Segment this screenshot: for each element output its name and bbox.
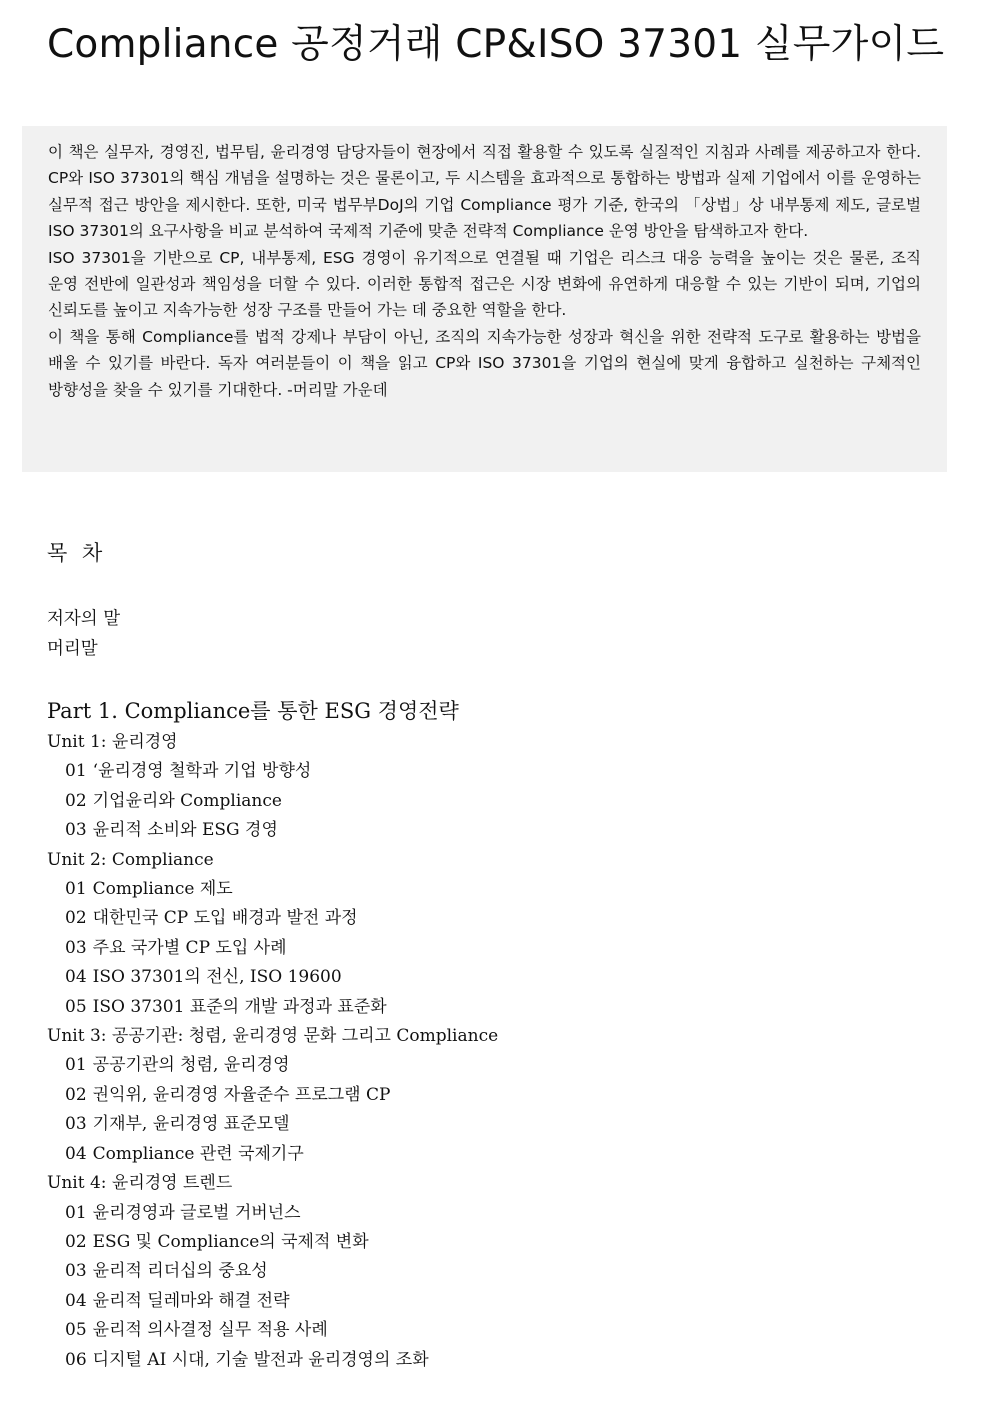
unit-title: Unit 2: Compliance xyxy=(47,849,214,870)
unit-title: Unit 1: 윤리경영 xyxy=(47,732,178,752)
front-matter-author-note: 저자의 말 xyxy=(47,609,121,629)
toc-item xyxy=(47,963,498,992)
toc-item xyxy=(47,904,498,933)
unit-2 xyxy=(47,846,498,1022)
toc-item-label: 기업윤리와 Compliance xyxy=(92,790,282,811)
unit-1 xyxy=(47,728,498,846)
toc-item-label: 윤리적 소비와 ESG 경영 xyxy=(92,820,278,841)
unit-title: Unit 3: 공공기관: 청렴, 윤리경영 문화 그리고 Compliance xyxy=(47,1026,499,1047)
toc-item-label: ‘윤리경영 철학과 기업 방향성 xyxy=(92,761,312,782)
toc-item-number: 01 xyxy=(65,761,87,782)
toc-item-label: ISO 37301 표준의 개발 과정과 표준화 xyxy=(92,996,387,1017)
front-matter-preface: 머리말 xyxy=(47,639,98,659)
toc-item-label: 권익위, 윤리경영 자율준수 프로그램 CP xyxy=(92,1084,391,1105)
toc-item-label: Compliance 관련 국제기구 xyxy=(92,1143,304,1164)
toc-item-label: 윤리적 리더십의 중요성 xyxy=(92,1261,268,1282)
toc-item-number: 02 xyxy=(65,1231,87,1252)
toc-item xyxy=(47,1257,498,1286)
toc-item xyxy=(47,1346,498,1375)
unit-title: Unit 4: 윤리경영 트렌드 xyxy=(47,1173,233,1194)
part-title: Part 1. Compliance를 통한 ESG 경영전략 xyxy=(47,699,459,723)
toc-item-number: 03 xyxy=(65,820,87,841)
toc-item-number: 04 xyxy=(65,1290,87,1311)
toc-item xyxy=(47,1081,498,1110)
toc-item xyxy=(47,1228,498,1257)
toc-item xyxy=(47,1110,498,1139)
toc-heading: 목 차 xyxy=(47,541,107,565)
toc-item-number: 04 xyxy=(65,967,87,988)
toc-item-number: 03 xyxy=(65,1114,87,1135)
table-of-contents xyxy=(47,694,498,1375)
toc-item-number: 02 xyxy=(65,1084,87,1105)
toc-item-number: 04 xyxy=(65,1143,87,1164)
toc-item-number: 05 xyxy=(65,1320,87,1341)
toc-item-label: 기재부, 윤리경영 표준모델 xyxy=(92,1114,290,1135)
intro-paragraph: 이 책을 통해 Compliance를 법적 강제나 부담이 아닌, 조직의 지속가능한 성장과 혁신을 위한 전략적 도구로 활용하는 방법을 배울 수 있기를 바란다. 독자 여러분들이 이 책을 읽고 CP와 ISO 37301을 기업의 현실에 맞게 융합하고 실천하는 구체적인 방향성을 찾을 수 있기를 기대한다. -머리말 가운데 xyxy=(48,327,921,399)
toc-item-number: 01 xyxy=(65,879,87,900)
toc-item xyxy=(47,1316,498,1345)
toc-item-number: 01 xyxy=(65,1202,87,1223)
toc-item-label: 디지털 AI 시대, 기술 발전과 윤리경영의 조화 xyxy=(92,1349,429,1370)
toc-item-label: 대한민국 CP 도입 배경과 발전 과정 xyxy=(92,908,358,929)
toc-item xyxy=(47,1199,498,1228)
toc-item-label: 주요 국가별 CP 도입 사례 xyxy=(92,937,287,958)
toc-item-label: Compliance 제도 xyxy=(92,879,233,900)
toc-item xyxy=(47,787,498,816)
toc-item-label: 윤리적 딜레마와 해결 전략 xyxy=(92,1290,290,1311)
toc-item-number: 03 xyxy=(65,1261,87,1282)
unit-3 xyxy=(47,1022,498,1169)
toc-item-number: 03 xyxy=(65,937,87,958)
toc-item xyxy=(47,816,498,845)
toc-item xyxy=(47,934,498,963)
toc-item xyxy=(47,993,498,1022)
toc-item xyxy=(47,1287,498,1316)
toc-item xyxy=(47,757,498,786)
page-title: Compliance 공정거래 CP&ISO 37301 실무가이드 xyxy=(47,22,945,67)
front-matter-list xyxy=(47,604,120,664)
toc-item-label: 윤리경영과 글로벌 거버넌스 xyxy=(92,1202,301,1223)
unit-4 xyxy=(47,1169,498,1375)
toc-item xyxy=(47,1051,498,1080)
toc-item-number: 06 xyxy=(65,1349,87,1370)
intro-box xyxy=(22,126,947,472)
toc-item-number: 05 xyxy=(65,996,87,1017)
toc-item xyxy=(47,1140,498,1169)
toc-item-number: 02 xyxy=(65,908,87,929)
toc-item-number: 02 xyxy=(65,790,87,811)
toc-item-number: 01 xyxy=(65,1055,87,1076)
toc-item-label: 공공기관의 청렴, 윤리경영 xyxy=(92,1055,290,1076)
intro-paragraph: ISO 37301을 기반으로 CP, 내부통제, ESG 경영이 유기적으로 연결될 때 기업은 리스크 대응 능력을 높이는 것은 물론, 조직 운영 전반에 일관성과 책임성을 더할 수 있다. 이러한 통합적 접근은 시장 변화에 유연하게 대응할 수 있는 기반이 되며, 기업의 신뢰도를 높이고 지속가능한 성장 구조를 만들어 가는 데 중요한 역할을 한다. xyxy=(48,248,921,320)
toc-item-label: ISO 37301의 전신, ISO 19600 xyxy=(92,967,342,988)
toc-item-label: ESG 및 Compliance의 국제적 변화 xyxy=(92,1231,369,1252)
toc-item-label: 윤리적 의사결정 실무 적용 사례 xyxy=(92,1320,328,1341)
intro-paragraph: 이 책은 실무자, 경영진, 법무팀, 윤리경영 담당자들이 현장에서 직접 활용할 수 있도록 실질적인 지침과 사례를 제공하고자 한다. CP와 ISO 37301의 핵심 개념을 설명하는 것은 물론이고, 두 시스템을 효과적으로 통합하는 방법과 실제 기업에서 이를 운영하는 실무적 접근 방안을 제시한다. 또한, 미국 법무부DoJ의 기업 Compliance 평가 기준, 한국의 「상법」상 내부통제 제도, 글로벌 ISO 37301의 요구사항을 비교 분석하여 국제적 기준에 맞춘 전략적 Compliance 운영 방안을 탐색하고자 한다. xyxy=(48,143,921,241)
toc-item xyxy=(47,875,498,904)
